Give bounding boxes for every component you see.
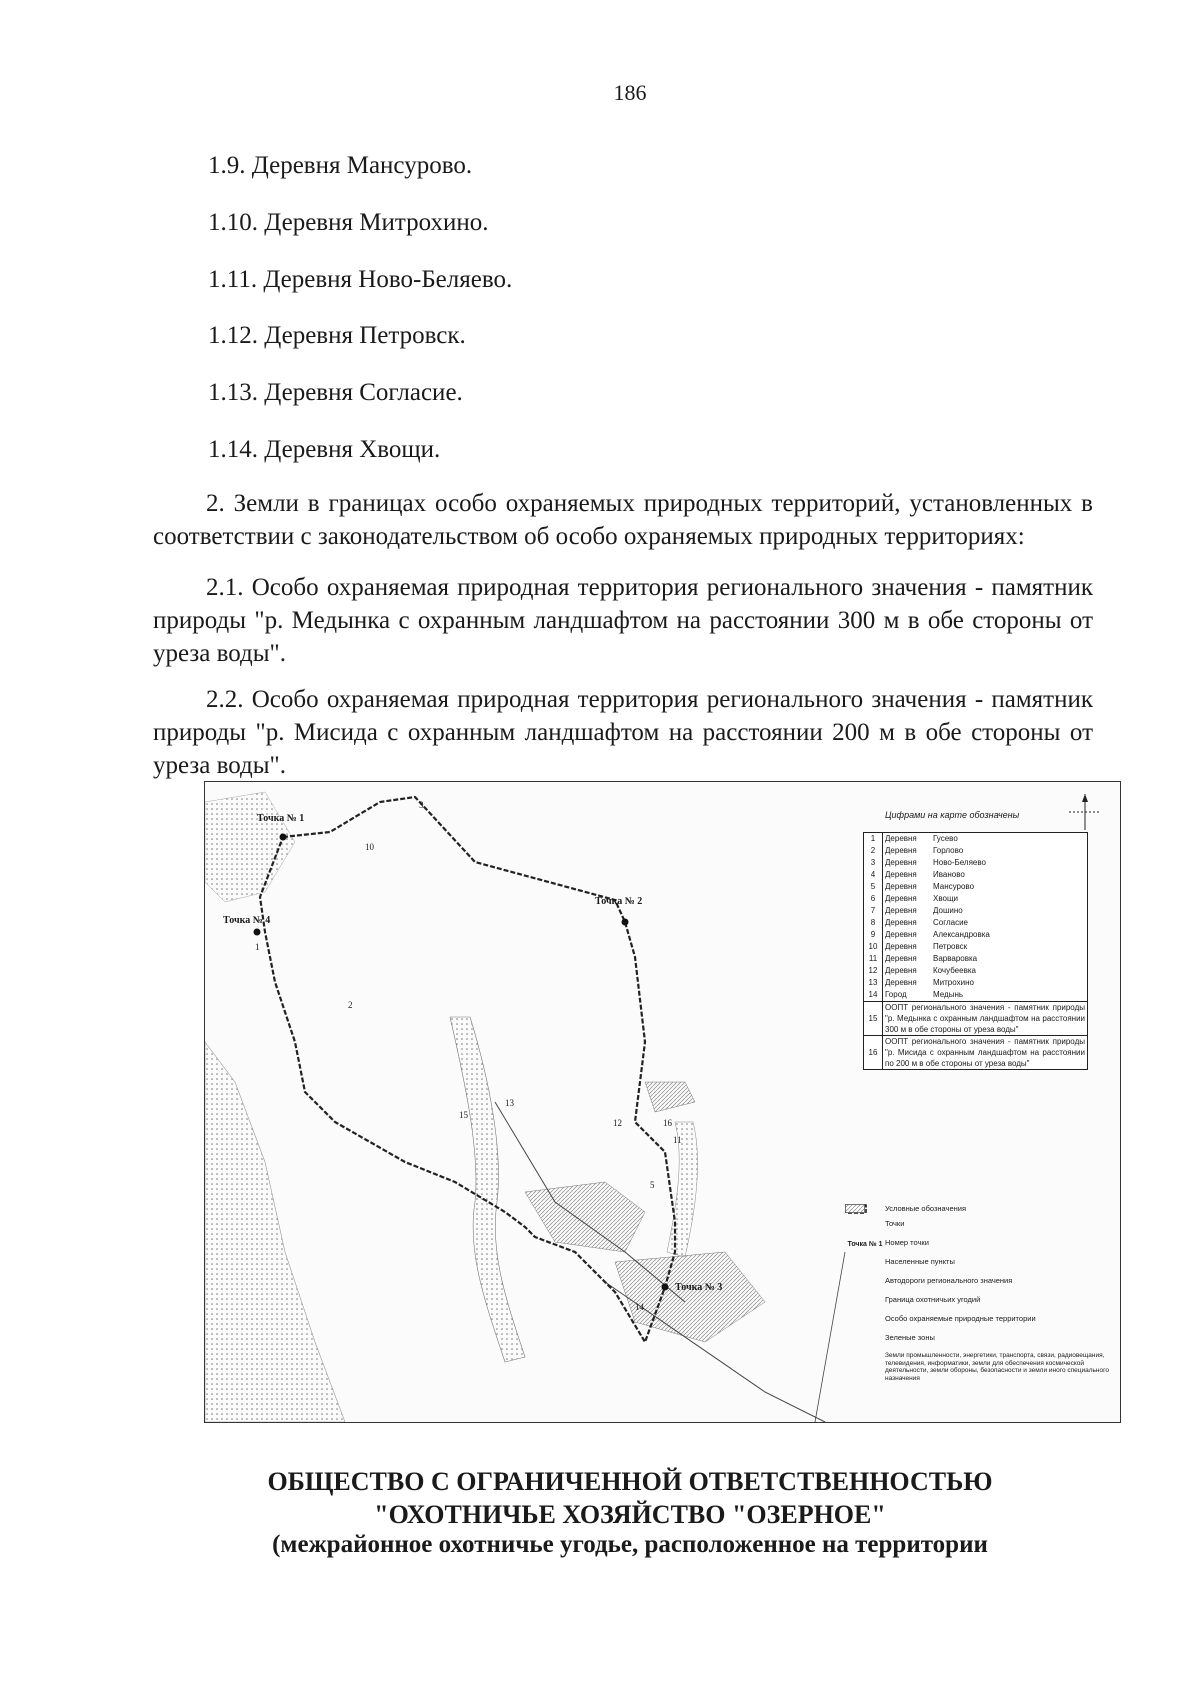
legend-type: Деревня [885, 870, 917, 879]
symbol-label: Автодороги регионального значения [885, 1276, 1013, 1285]
road-line [815, 1252, 845, 1422]
map-number: 13 [505, 1098, 514, 1108]
legend-number: 14 [864, 989, 883, 1002]
green-zone-icon [845, 1333, 885, 1345]
legend-number: 16 [864, 1036, 883, 1070]
woodland-topleft [205, 792, 295, 902]
legend-name: Иваново [933, 870, 965, 879]
legend-row [864, 857, 1088, 869]
map-number: 12 [613, 1118, 622, 1128]
legend-name: Митрохино [933, 978, 974, 987]
legend-number: 1 [864, 833, 883, 846]
map-number: 1 [255, 942, 260, 952]
legend-number: 15 [864, 1002, 883, 1036]
legend-number: 12 [864, 965, 883, 977]
symbol-label: Населенные пункты [885, 1257, 955, 1266]
legend-type: Деревня [885, 834, 917, 843]
legend-table [863, 832, 1088, 1070]
paragraph-protected-lands [153, 487, 1093, 553]
legend-name: Ново-Беляево [933, 858, 986, 867]
legend-name: Медынь [933, 990, 964, 999]
list-item: 1.9. Деревня Мансурово. [208, 152, 473, 179]
legend-number: 8 [864, 917, 883, 929]
legend-name: Дошино [933, 906, 963, 915]
legend-type: Деревня [885, 966, 917, 975]
symbol-row [845, 1276, 1115, 1291]
symbol-row [845, 1219, 1115, 1234]
legend-number: 2 [864, 845, 883, 857]
list-item: 1.13. Деревня Согласие. [208, 379, 463, 406]
map-number: 5 [650, 1180, 655, 1190]
legend-name: Хвощи [933, 894, 958, 903]
paragraph-text: 2.2. Особо охраняемая природная территория регионального значения - памятник природы "р. Мисида с охранным ландшафтом на расстоянии 200 м в обе стороны от уреза воды". [153, 686, 1093, 779]
legend-name: Мансурово [933, 882, 975, 891]
point-2-label: Точка № 2 [595, 896, 643, 907]
symbol-label: Особо охраняемые природные территории [885, 1314, 1036, 1323]
symbol-label: Точки [885, 1219, 905, 1228]
symbol-label: Номер точки [885, 1238, 929, 1247]
symbol-label: Граница охотничьих угодий [885, 1295, 981, 1304]
symbol-row [845, 1314, 1115, 1329]
map-number: 14 [635, 1302, 644, 1312]
legend-row [864, 893, 1088, 905]
legend-type: Деревня [885, 882, 917, 891]
legend-description: ООПТ регионального значения - памятник природы "р. Медынка с охранным ландшафтом на расстоянии 300 м в обе стороны от уреза воды" [885, 1003, 1085, 1034]
organization-title-line2: "ОХОТНИЧЬЕ ХОЗЯЙСТВО "ОЗЕРНОЕ" [374, 1500, 886, 1529]
symbol-row [845, 1352, 1115, 1392]
legend-type: Город [885, 990, 907, 999]
legend-number: 5 [864, 881, 883, 893]
symbol-row [845, 1238, 1115, 1253]
legend-number: 3 [864, 857, 883, 869]
map-number: 16 [663, 1118, 672, 1128]
legend-row [864, 881, 1088, 893]
symbol-label: Земли промышленности, энергетики, транспорта, связи, радиовещания, телевидения, информатики, земли для обеспечения космической деятельности, земли обороны, безопасности и земли иного специального назначения [885, 1352, 1109, 1382]
legend-number: 4 [864, 869, 883, 881]
river-medynka-corridor [450, 1017, 525, 1362]
legend-row [864, 977, 1088, 989]
page-number: 186 [613, 80, 647, 105]
legend-name: Александровка [933, 930, 990, 939]
hunting-ground-map [204, 781, 1121, 1423]
legend-description: ООПТ регионального значения - памятник природы "р. Мисида с охранным ландшафтом на расстоянии по 200 м в обе стороны от уреза воды" [885, 1037, 1085, 1068]
protected-area-left [205, 1042, 345, 1422]
legend-type: Деревня [885, 942, 917, 951]
legend-name: Петровск [933, 942, 968, 951]
point-4-label: Точка № 4 [223, 915, 271, 926]
point-number-sample: Точка № 1 [847, 1240, 883, 1248]
paragraph-text: 2.1. Особо охраняемая природная территория регионального значения - памятник природы "р. Медынка с охранным ландшафтом на расстоянии 300 м в обе стороны от уреза воды". [153, 574, 1093, 667]
point-3-label: Точка № 3 [675, 1282, 723, 1293]
symbol-row [845, 1333, 1115, 1348]
legend-row [864, 989, 1088, 1002]
legend-name: Кочубеевка [933, 966, 976, 975]
point-dot-icon [845, 1219, 885, 1231]
organization-subtitle: (межрайонное охотничье угодье, расположенное на территории [272, 1531, 988, 1558]
point-3-marker [662, 1284, 669, 1291]
legend-name: Варваровка [933, 954, 978, 963]
legend-type: Деревня [885, 906, 917, 915]
legend-row [864, 1036, 1088, 1070]
legend-row [864, 929, 1088, 941]
legend-row [864, 833, 1088, 846]
point-1-marker [280, 834, 287, 841]
legend-number: 7 [864, 905, 883, 917]
legend-type: Деревня [885, 978, 917, 987]
legend-row [864, 905, 1088, 917]
list-item: 1.10. Деревня Митрохино. [208, 209, 489, 236]
point-1-label: Точка № 1 [257, 813, 305, 824]
paragraph-text: 2. Земли в границах особо охраняемых природных территорий, установленных в соответствии с законодательством об особо охраняемых природных территориях: [153, 490, 1093, 550]
legend-type: Деревня [885, 918, 917, 927]
paragraph-misida [153, 683, 1093, 782]
map-number: 3 [419, 800, 424, 810]
legend-row [864, 845, 1088, 857]
paragraph-medynka [153, 571, 1093, 670]
legend-number: 11 [864, 953, 883, 965]
symbol-row [845, 1295, 1115, 1310]
settlement-area [645, 1082, 695, 1112]
legend-row [864, 965, 1088, 977]
map-number: 11 [673, 1135, 682, 1145]
symbol-row [845, 1257, 1115, 1272]
symbol-legend [845, 1204, 1115, 1396]
legend-row [864, 1002, 1088, 1036]
legend-row [864, 941, 1088, 953]
symbol-label: Зеленые зоны [885, 1333, 935, 1342]
legend-name: Гусево [933, 834, 958, 843]
boundary-dash-icon [845, 1295, 885, 1307]
list-item: 1.12. Деревня Петровск. [208, 322, 466, 349]
map-number: 2 [348, 1000, 353, 1010]
legend-number: 9 [864, 929, 883, 941]
list-item: 1.11. Деревня Ново-Беляево. [208, 266, 513, 293]
settlement-hatch-icon [845, 1257, 885, 1269]
legend-type: Деревня [885, 930, 917, 939]
point-4-marker [254, 929, 261, 936]
north-arrow-icon [1069, 794, 1101, 830]
list-item: 1.14. Деревня Хвощи. [208, 436, 441, 463]
map-number: 10 [365, 842, 374, 852]
legend-type: Деревня [885, 846, 917, 855]
legend-row [864, 869, 1088, 881]
industrial-land-icon [845, 1352, 885, 1392]
protected-area-icon [845, 1314, 885, 1326]
symbols-title: Условные обозначения [885, 1204, 967, 1213]
settlement-area [525, 1182, 645, 1252]
legend-title: Цифрами на карте обозначены [885, 810, 1020, 820]
road-line-icon [845, 1276, 885, 1288]
map-number: 15 [459, 1110, 468, 1120]
organization-title-line1: ОБЩЕСТВО С ОГРАНИЧЕННОЙ ОТВЕТСТВЕННОСТЬЮ [267, 1467, 993, 1496]
legend-type: Деревня [885, 858, 917, 867]
legend-number: 13 [864, 977, 883, 989]
legend-name: Горлово [933, 846, 964, 855]
legend-name: Согласие [933, 918, 969, 927]
legend-number: 10 [864, 941, 883, 953]
legend-row [864, 917, 1088, 929]
legend-type: Деревня [885, 954, 917, 963]
legend-number: 6 [864, 893, 883, 905]
legend-row [864, 953, 1088, 965]
point-2-marker [622, 919, 629, 926]
legend-type: Деревня [885, 894, 917, 903]
river-misida-corridor [667, 1122, 698, 1257]
